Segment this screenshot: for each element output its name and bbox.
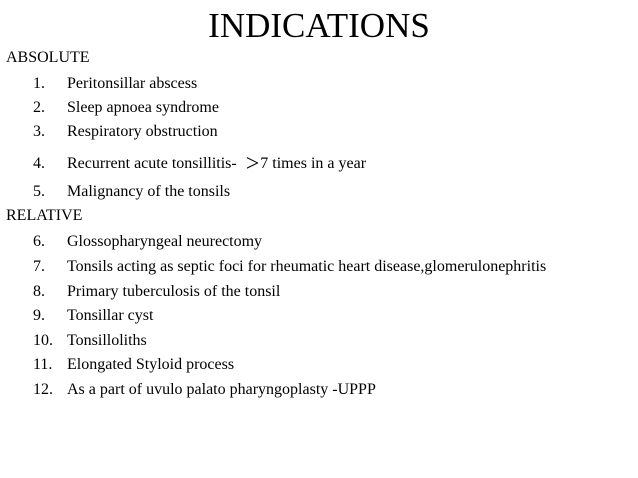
item-text: Elongated Styloid process: [67, 356, 235, 373]
item-number: 12.: [33, 381, 53, 398]
section-heading-absolute: ABSOLUTE: [6, 49, 90, 66]
item-number: 5.: [33, 183, 45, 200]
item-text: Tonsilloliths: [67, 332, 147, 349]
item-text: Primary tuberculosis of the tonsil: [67, 283, 281, 300]
slide-title: INDICATIONS: [208, 6, 430, 45]
item-text: Peritonsillar abscess: [67, 75, 198, 92]
item-number: 3.: [33, 123, 45, 140]
item-text: Malignancy of the tonsils: [67, 183, 231, 200]
item-text-group: [67, 151, 367, 177]
item-text: Glossopharyngeal neurectomy: [67, 233, 263, 250]
item-number: 7.: [33, 258, 45, 275]
item-number: 1.: [33, 75, 45, 92]
item-number: 9.: [33, 307, 45, 324]
item-number: 4.: [33, 155, 45, 172]
item-number: 8.: [33, 283, 45, 300]
item-number: 10.: [33, 332, 53, 349]
item-text: Tonsils acting as septic foci for rheumatic heart disease,glomerulonephritis: [67, 258, 547, 275]
item-text: Tonsillar cyst: [67, 307, 154, 324]
item-number: 6.: [33, 233, 45, 250]
item-text-after: 7 times in a year: [260, 155, 367, 172]
item-text: Sleep apnoea syndrome: [67, 99, 219, 116]
item-text: Respiratory obstruction: [67, 123, 218, 140]
section-heading-relative: RELATIVE: [6, 207, 83, 224]
item-text: Recurrent acute tonsillitis-: [67, 155, 237, 172]
item-text: As a part of uvulo palato pharyngoplasty -UPPP: [67, 381, 376, 398]
item-number: 11.: [33, 356, 53, 373]
item-number: 2.: [33, 99, 45, 116]
greater-than-symbol: >: [245, 151, 260, 177]
